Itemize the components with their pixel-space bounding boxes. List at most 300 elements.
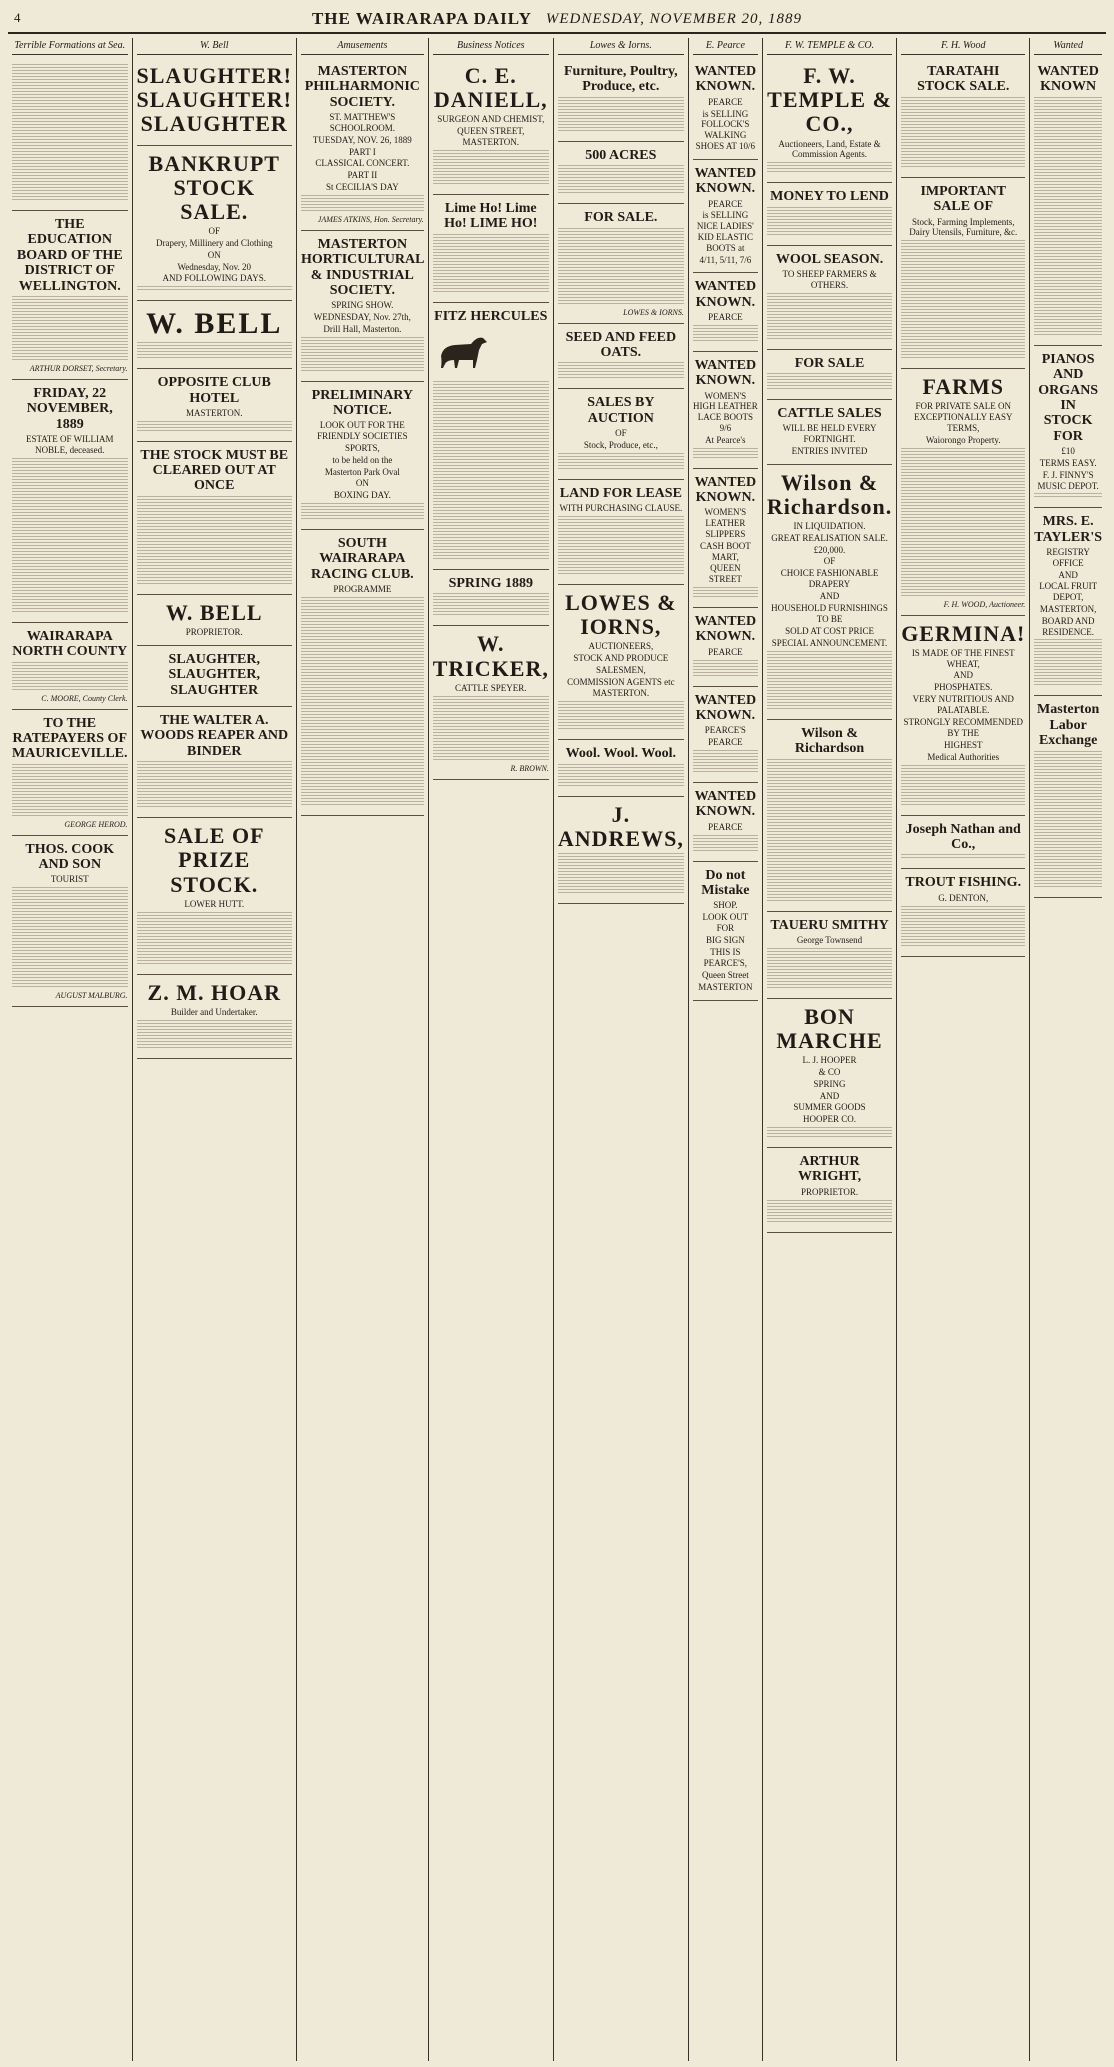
- ad-line: OF: [208, 226, 221, 237]
- ad-title: SLAUGHTER, SLAUGHTER, SLAUGHTER: [168, 651, 260, 698]
- fine-print: [901, 854, 1025, 860]
- advertisement: [137, 442, 292, 595]
- fine-print: [12, 458, 128, 614]
- ad-title: WANTED KNOWN.: [694, 692, 757, 723]
- newspaper-title: THE WAIRARAPA DAILY: [311, 9, 532, 28]
- advertisement: [901, 178, 1025, 369]
- ad-line: MASTERTON: [698, 981, 753, 992]
- ad-line: SURGEON AND CHEMIST,: [437, 114, 545, 125]
- fine-print: [558, 165, 684, 195]
- fine-print: [301, 503, 424, 521]
- ad-line: At Pearce's: [705, 434, 746, 445]
- ad-line: BY THE: [947, 728, 980, 739]
- ad-line: PEARCE: [708, 312, 743, 323]
- advertisement: [433, 626, 549, 779]
- advertisement: [137, 369, 292, 442]
- ad-signature: ARTHUR DORSET, Secretary.: [29, 363, 128, 373]
- ad-title: F. W. TEMPLE & CO.,: [767, 63, 892, 137]
- ad-line: G. DENTON,: [938, 892, 989, 903]
- masthead: [8, 6, 1106, 34]
- fine-print: [433, 381, 549, 561]
- advertisement: [12, 710, 128, 836]
- column: [1030, 38, 1106, 2061]
- ad-line: WOMEN'S HIGH LEATHER LACE BOOTS 9/6: [692, 390, 758, 434]
- ad-line: PHOSPHATES.: [934, 682, 993, 693]
- fine-print: [433, 150, 549, 186]
- ad-line: PROPRIETOR.: [800, 1186, 859, 1197]
- ad-line: MASTERTON,: [1039, 604, 1097, 615]
- advertisement: [137, 58, 292, 146]
- ad-title: FITZ HERCULES: [434, 308, 548, 324]
- ad-title: J. ANDREWS,: [557, 801, 684, 851]
- ad-line: HOUSEHOLD FURNISHINGS: [771, 602, 888, 613]
- advertisement: [767, 400, 892, 465]
- ad-title: Wilson & Richardson.: [766, 469, 893, 519]
- fine-print: [901, 240, 1025, 360]
- column-heading: F. H. Wood: [901, 38, 1025, 55]
- ad-line: WITH PURCHASING CLAUSE.: [559, 503, 683, 514]
- column: [897, 38, 1030, 2061]
- columns: [8, 38, 1106, 2061]
- ad-line: BOXING DAY.: [333, 490, 391, 501]
- ad-title: WANTED KNOWN.: [694, 357, 757, 389]
- ad-line: WILL BE HELD EVERY FORTNIGHT.: [782, 423, 877, 445]
- advertisement: [693, 687, 758, 783]
- ad-title: SOUTH WAIRARAPA RACING CLUB.: [311, 536, 414, 582]
- ad-title: PRELIMINARY NOTICE.: [311, 387, 414, 419]
- ad-title: ARTHUR WRIGHT,: [797, 1153, 862, 1185]
- advertisement: [301, 382, 424, 530]
- ad-line: AND: [819, 1090, 840, 1101]
- ad-line: 4/11, 5/11, 7/6: [699, 254, 752, 265]
- advertisement: [301, 58, 424, 231]
- page-number: 4: [14, 10, 22, 25]
- advertisement: [12, 836, 128, 1008]
- ad-line: SPORTS,: [344, 443, 380, 454]
- ad-line: SPRING SHOW.: [331, 300, 394, 311]
- ad-title: WAIRARAPA NORTH COUNTY: [12, 628, 128, 660]
- ad-title: MRS. E. TAYLER'S: [1034, 514, 1102, 545]
- advertisement: [558, 58, 684, 142]
- ad-title: Joseph Nathan and Co.,: [905, 821, 1021, 853]
- ad-line: QUEEN STREET, MASTERTON.: [457, 126, 525, 147]
- advertisement: [558, 389, 684, 479]
- ad-line: George Townsend: [796, 935, 863, 946]
- advertisement: [767, 183, 892, 245]
- advertisement: [12, 623, 128, 710]
- advertisement: [901, 616, 1025, 816]
- advertisement: [767, 912, 892, 999]
- ad-line: PROGRAMME: [333, 584, 392, 595]
- fine-print: [137, 912, 292, 966]
- ad-title: SEED AND FEED OATS.: [565, 329, 677, 360]
- ad-line: Stock, Produce, etc.,: [583, 439, 658, 450]
- advertisement: [1034, 58, 1102, 346]
- fine-print: [558, 701, 684, 731]
- ad-line: ESTATE OF WILLIAM NOBLE, deceased.: [25, 434, 114, 455]
- advertisement: [767, 1148, 892, 1233]
- column-heading: E. Pearce: [693, 38, 758, 55]
- ad-signature: C. MOORE, County Clerk.: [41, 693, 128, 703]
- ad-line: CLASSICAL CONCERT.: [315, 158, 410, 169]
- advertisement: [137, 818, 292, 974]
- ad-line: SPRING: [813, 1078, 846, 1089]
- ad-line: AND: [953, 670, 973, 681]
- ad-line: PEARCE: [708, 96, 743, 107]
- ad-line: TUESDAY, NOV. 26, 1889: [312, 134, 412, 145]
- fine-print: [693, 448, 758, 460]
- ad-line: WOMEN'S LEATHER SLIPPERS: [704, 507, 747, 540]
- advertisement: [1034, 508, 1102, 696]
- ad-line: CATTLE SPEYER.: [455, 682, 527, 693]
- fine-print: [137, 761, 292, 809]
- fine-print: [1034, 751, 1102, 889]
- ad-title: WANTED KNOWN.: [694, 614, 757, 645]
- fine-print: [12, 296, 128, 362]
- fine-print: [558, 853, 684, 895]
- ad-title: Do not Mistake: [701, 867, 750, 898]
- ad-line: TERMS EASY.: [1039, 457, 1097, 468]
- advertisement: [433, 303, 549, 570]
- ad-line: is SELLING NICE LADIES' KID ELASTIC BOOTS at: [696, 210, 754, 253]
- ad-title: Z. M. HOAR: [147, 979, 281, 1005]
- ad-title: FARMS: [922, 374, 1005, 400]
- fine-print: [1034, 97, 1102, 337]
- ad-line: SALESMEN,: [595, 664, 646, 675]
- ad-title: FOR SALE: [794, 355, 865, 371]
- ad-line: PEARCE: [708, 646, 743, 657]
- column-heading: W. Bell: [137, 38, 292, 55]
- fine-print: [767, 1127, 892, 1139]
- ad-title: THE WALTER A. WOODS REAPER AND BINDER: [140, 713, 289, 759]
- issue-date: WEDNESDAY, NOVEMBER 20, 1889: [545, 10, 803, 27]
- fine-print: [901, 97, 1025, 169]
- advertisement: [693, 160, 758, 274]
- advertisement: [1034, 696, 1102, 897]
- ad-title: THOS. COOK AND SON: [25, 841, 115, 873]
- fine-print: [433, 696, 549, 762]
- ad-line: WEDNESDAY, Nov. 27th,: [313, 312, 411, 323]
- fine-print: [301, 337, 424, 373]
- ad-line: Medical Authorities: [927, 751, 1000, 762]
- ad-title: GERMINA!: [901, 620, 1026, 646]
- advertisement: [558, 142, 684, 204]
- ad-line: AUCTIONEERS,: [588, 641, 654, 652]
- ad-line: ON: [207, 249, 221, 260]
- ad-title: Masterton Labor Exchange: [1037, 702, 1100, 749]
- advertisement: [558, 740, 684, 796]
- ad-signature: JAMES ATKINS, Hon. Secretary.: [317, 214, 424, 224]
- advertisement: [558, 204, 684, 323]
- ad-line: MASTERTON.: [592, 688, 650, 699]
- ad-line: TO SHEEP FARMERS & OTHERS.: [782, 268, 877, 290]
- ad-title: TAUERU SMITHY: [770, 917, 889, 933]
- ad-line: Drill Hall, Masterton.: [323, 323, 402, 334]
- advertisement: [693, 469, 758, 608]
- fine-print: [901, 765, 1025, 807]
- fine-print: [12, 764, 128, 818]
- fine-print: [767, 162, 892, 174]
- ad-line: AND: [1058, 569, 1078, 580]
- advertisement: [767, 246, 892, 350]
- advertisement: [433, 58, 549, 195]
- ad-line: L. J. HOOPER: [802, 1055, 857, 1066]
- ad-line: PART II: [347, 170, 378, 181]
- column-heading: Business Notices: [433, 38, 549, 55]
- ad-title: WANTED KNOWN: [1037, 64, 1099, 95]
- ad-title: TARATAHI STOCK SALE.: [917, 64, 1010, 95]
- ad-line: SOLD AT COST PRICE: [785, 626, 875, 637]
- ad-line: ST. MATTHEW'S SCHOOLROOM.: [329, 112, 396, 133]
- ad-line: PEARCE: [708, 198, 743, 209]
- ad-line: BIG SIGN: [705, 934, 745, 945]
- ad-line: CHOICE FASHIONABLE DRAPERY: [780, 568, 879, 590]
- ad-line: & CO: [818, 1066, 841, 1077]
- ad-title: THE STOCK MUST BE CLEARED OUT AT ONCE: [140, 447, 289, 494]
- fine-print: [558, 453, 684, 471]
- ad-title: SLAUGHTER! SLAUGHTER! SLAUGHTER: [136, 63, 292, 137]
- fine-print: [767, 948, 892, 990]
- advertisement: [558, 480, 684, 585]
- advertisement: [12, 58, 128, 211]
- fine-print: [767, 373, 892, 391]
- fine-print: [558, 362, 684, 380]
- advertisement: [558, 797, 684, 904]
- ad-line: Auctioneers, Land, Estate & Commission Agents.: [778, 138, 881, 160]
- ad-line: GREAT REALISATION SALE.: [771, 532, 888, 543]
- ad-line: is SELLING FOLLOCK'S WALKING SHOES AT 10/6: [695, 108, 756, 151]
- column-heading: Terrible Formations at Sea.: [12, 38, 128, 55]
- fine-print: [433, 593, 549, 617]
- advertisement: [901, 58, 1025, 178]
- ad-line: ENTRIES INVITED: [791, 445, 868, 456]
- ad-title: W. BELL: [165, 599, 263, 625]
- ad-line: AND FOLLOWING DAYS.: [162, 273, 266, 284]
- column: [429, 38, 554, 2061]
- advertisement: [558, 324, 684, 390]
- ad-title: WANTED KNOWN.: [694, 474, 757, 506]
- ad-line: St CECILIA'S DAY: [325, 181, 399, 192]
- horse-engraving-icon: [433, 330, 493, 370]
- ad-line: Masterton Park Oval: [324, 466, 400, 477]
- ad-line: to be held on the: [332, 454, 393, 465]
- ad-line: PART I: [348, 146, 376, 157]
- ad-title: FRIDAY, 22 NOVEMBER, 1889: [26, 385, 113, 432]
- advertisement: [1034, 346, 1102, 509]
- ad-line: THIS IS: [710, 946, 741, 957]
- column: [554, 38, 689, 2061]
- ad-line: LOOK OUT FOR: [702, 912, 749, 933]
- ad-title: WOOL SEASON.: [775, 251, 884, 267]
- ad-line: OF: [823, 556, 836, 567]
- ad-title: W. TRICKER,: [432, 631, 549, 681]
- ad-line: AND: [819, 590, 840, 601]
- ad-title: MASTERTON PHILHARMONIC SOCIETY.: [304, 64, 420, 110]
- column: [763, 38, 897, 2061]
- ad-line: £20,000.: [813, 544, 846, 555]
- fine-print: [558, 764, 684, 788]
- column-heading: Wanted: [1034, 38, 1102, 55]
- advertisement: [137, 646, 292, 707]
- ad-title: SALE OF PRIZE STOCK.: [163, 823, 265, 897]
- ad-title: W. BELL: [146, 307, 283, 341]
- advertisement: [693, 862, 758, 1001]
- ad-title: CATTLE SALES: [777, 405, 882, 421]
- ad-line: HIGHEST: [943, 740, 983, 751]
- fine-print: [901, 906, 1025, 948]
- advertisement: [767, 999, 892, 1148]
- fine-print: [901, 448, 1025, 598]
- column-heading: Lowes & Iorns.: [558, 38, 684, 55]
- ad-line: Stock, Farming Implements, Dairy Utensils, Furniture, &c.: [909, 216, 1018, 238]
- ad-title: LOWES & IORNS,: [565, 589, 677, 640]
- advertisement: [767, 58, 892, 183]
- advertisement: [693, 58, 758, 160]
- fine-print: [558, 97, 684, 133]
- fine-print: [767, 293, 892, 341]
- ad-title: SALES BY AUCTION: [587, 395, 655, 426]
- ad-line: PEARCE'S,: [703, 958, 748, 969]
- column: [689, 38, 763, 2061]
- advertisement: [12, 380, 128, 623]
- ad-title: WANTED KNOWN.: [694, 165, 757, 197]
- ad-line: HOOPER CO.: [803, 1114, 857, 1125]
- advertisement: [693, 783, 758, 862]
- ad-title: Wilson & Richardson: [794, 725, 865, 757]
- ad-title: THE EDUCATION BOARD OF THE DISTRICT OF WELLINGTON.: [16, 217, 123, 294]
- ad-line: MASTERTON.: [185, 407, 243, 418]
- advertisement: [693, 352, 758, 469]
- ad-line: Builder and Undertaker.: [170, 1006, 258, 1017]
- ad-title: Wool. Wool. Wool.: [565, 746, 677, 762]
- ad-line: FOR PRIVATE SALE ON EXCEPTIONALLY EASY TERMS,: [913, 401, 1013, 433]
- ad-signature: AUGUST MALBURG.: [55, 991, 128, 1001]
- ad-line: REGISTRY OFFICE: [1046, 547, 1090, 568]
- ad-line: Wednesday, Nov. 20: [177, 261, 252, 272]
- ad-line: LOOK OUT FOR THE FRIENDLY SOCIETIES: [317, 420, 408, 442]
- ad-line: Drapery, Millinery and Clothing: [156, 237, 273, 248]
- fine-print: [12, 64, 128, 202]
- ad-signature: LOWES & IORNS.: [623, 307, 684, 317]
- ad-title: TO THE RATEPAYERS OF MAURICEVILLE.: [12, 715, 128, 762]
- advertisement: [558, 585, 684, 740]
- fine-print: [693, 587, 758, 599]
- fine-print: [693, 325, 758, 343]
- ad-line: PEARCE: [708, 737, 743, 748]
- column: [297, 38, 429, 2061]
- ad-signature: R. BROWN.: [510, 763, 549, 773]
- ad-line: F. J. FINNY'S MUSIC DEPOT.: [1037, 469, 1099, 491]
- fine-print: [558, 516, 684, 576]
- ad-title: 500 ACRES: [585, 147, 657, 163]
- ad-line: IS MADE OF THE FINEST WHEAT,: [911, 647, 1015, 669]
- fine-print: [301, 195, 424, 213]
- fine-print: [767, 651, 892, 711]
- ad-line: SPECIAL ANNOUNCEMENT.: [771, 638, 888, 649]
- ad-title: BON MARCHE: [776, 1003, 883, 1053]
- advertisement: [137, 975, 292, 1059]
- ad-line: PEARCE'S: [704, 725, 746, 736]
- ad-title: MONEY TO LEND: [770, 189, 889, 205]
- ad-title: TROUT FISHING.: [905, 875, 1022, 891]
- fine-print: [433, 234, 549, 294]
- advertisement: [137, 301, 292, 369]
- ad-line: IN LIQUIDATION.: [793, 521, 866, 532]
- ad-line: Queen Street: [701, 970, 749, 981]
- fine-print: [137, 286, 292, 292]
- ad-line: CASH BOOT MART,: [699, 540, 751, 562]
- ad-title: IMPORTANT SALE OF: [920, 183, 1007, 215]
- ad-line: VERY NUTRITIOUS AND PALATABLE.: [912, 693, 1014, 715]
- ad-line: COMMISSION AGENTS etc: [567, 676, 675, 687]
- ad-signature: F. H. WOOD, Auctioneer.: [943, 599, 1026, 609]
- advertisement: [693, 608, 758, 687]
- ad-line: PEARCE: [708, 821, 743, 832]
- fine-print: [137, 1020, 292, 1050]
- ad-title: OPPOSITE CLUB HOTEL: [157, 375, 271, 406]
- ad-line: STOCK AND PRODUCE: [573, 653, 669, 664]
- ad-line: PROPRIETOR.: [185, 627, 243, 638]
- advertisement: [301, 530, 424, 816]
- column-heading: Amusements: [301, 38, 424, 55]
- ad-title: FOR SALE.: [584, 210, 658, 226]
- column: [8, 38, 133, 2061]
- advertisement: [767, 350, 892, 400]
- column-heading: F. W. TEMPLE & CO.: [767, 38, 892, 55]
- ad-line: TOURIST: [50, 874, 89, 885]
- ad-title: MASTERTON HORTICULTURAL & INDUSTRIAL SOCIETY.: [301, 236, 425, 298]
- advertisement: [767, 720, 892, 912]
- advertisement: [137, 707, 292, 818]
- ad-title: WANTED KNOWN.: [694, 788, 757, 820]
- ad-line: £10: [1061, 446, 1075, 457]
- fine-print: [137, 421, 292, 433]
- fine-print: [693, 835, 758, 853]
- fine-print: [137, 342, 292, 360]
- fine-print: [693, 750, 758, 774]
- ad-title: Furniture, Poultry, Produce, etc.: [564, 64, 678, 95]
- ad-title: BANKRUPT STOCK SALE.: [148, 150, 280, 224]
- advertisement: [901, 369, 1025, 615]
- ad-line: ON: [355, 478, 369, 489]
- advertisement: [693, 273, 758, 352]
- advertisement: [767, 465, 892, 720]
- ad-title: C. E. DANIELL,: [433, 63, 548, 113]
- ad-line: SUMMER GOODS: [793, 1102, 866, 1113]
- fine-print: [12, 662, 128, 692]
- fine-print: [12, 887, 128, 989]
- advertisement: [901, 816, 1025, 870]
- fine-print: [301, 597, 424, 807]
- ad-line: LOCAL FRUIT DEPOT,: [1039, 581, 1098, 603]
- fine-print: [558, 228, 684, 306]
- fine-print: [1034, 639, 1102, 687]
- ad-line: OF: [615, 428, 627, 439]
- fine-print: [137, 496, 292, 586]
- advertisement: [901, 869, 1025, 956]
- ad-line: LOWER HUTT.: [184, 898, 245, 909]
- advertisement: [301, 231, 424, 382]
- advertisement: [137, 595, 292, 646]
- ad-signature: GEORGE HEROD.: [64, 819, 128, 829]
- ad-title: SPRING 1889: [448, 575, 533, 591]
- advertisement: [433, 570, 549, 626]
- ad-title: WANTED KNOWN.: [694, 64, 757, 95]
- fine-print: [1034, 493, 1102, 499]
- ad-line: STRONGLY RECOMMENDED: [903, 716, 1023, 727]
- fine-print: [767, 1200, 892, 1224]
- fine-print: [767, 207, 892, 237]
